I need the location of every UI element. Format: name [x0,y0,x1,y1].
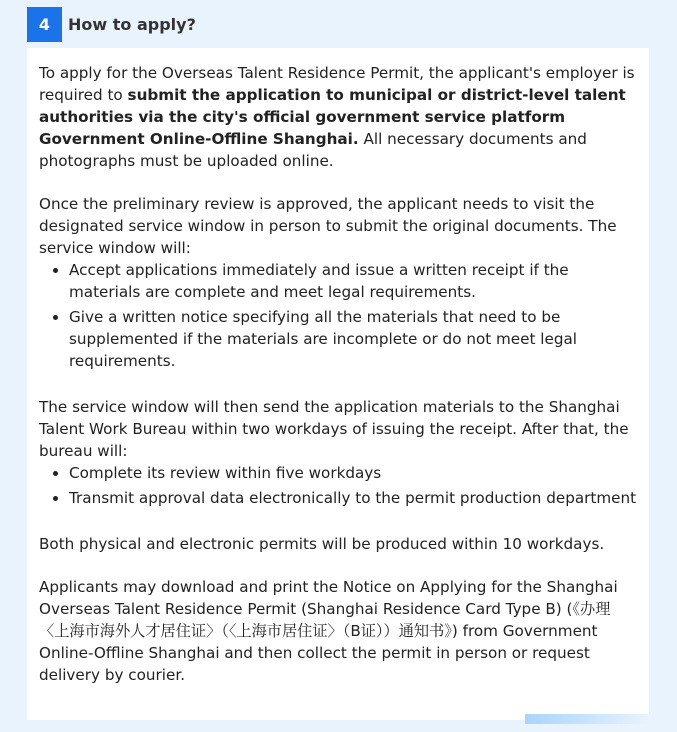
intro-bold-text: submit the application to municipal or district-level talent authorities via the city's official government service platform Government Online-Offline Shanghai. [39,86,626,148]
list-item: • Transmit approval data electronically to the permit production department [69,487,637,509]
download-paragraph: Applicants may download and print the Notice on Applying for the Shanghai Overseas Talent Residence Permit (Shanghai Residence Card Type B) (《办理〈上海市海外人才居住证〉（〈上海市居住证〉（B证））通知书》) from Government Online-Offline Shanghai and then collect the permit in person or request delivery by courier. [39,578,618,684]
list-item: • Accept applications immediately and issue a written receipt if the materials are complete and meet legal requirements. [69,259,637,303]
intro-text-end: All necessary documents and photographs must be uploaded online. [39,130,587,170]
bureau-paragraph: The service window will then send the application materials to the Shanghai Talent Work Bureau within two workdays of issuing the receipt. After that, the bureau will: [39,398,629,460]
review-paragraph: Once the preliminary review is approved, the applicant needs to visit the designated service window in person to submit the original documents. The service window will: [39,195,617,257]
list-item: • Give a written notice specifying all the materials that need to be supplemented if the materials are incomplete or do not meet legal requirements. [69,306,637,372]
list-item: • Complete its review within five workdays [69,462,637,484]
content-card [27,48,649,720]
production-paragraph: Both physical and electronic permits will be produced within 10 workdays. [39,535,605,553]
decorative-bar [525,714,649,724]
service-window-list [39,259,637,372]
step-number-badge: 4 [27,7,62,42]
section-header [27,7,649,42]
bureau-list [39,462,637,509]
intro-text: To apply for the Overseas Talent Residence Permit, the applicant's employer is required to [39,64,635,104]
section-title: How to apply? [68,15,196,34]
intro-paragraph [39,62,637,172]
